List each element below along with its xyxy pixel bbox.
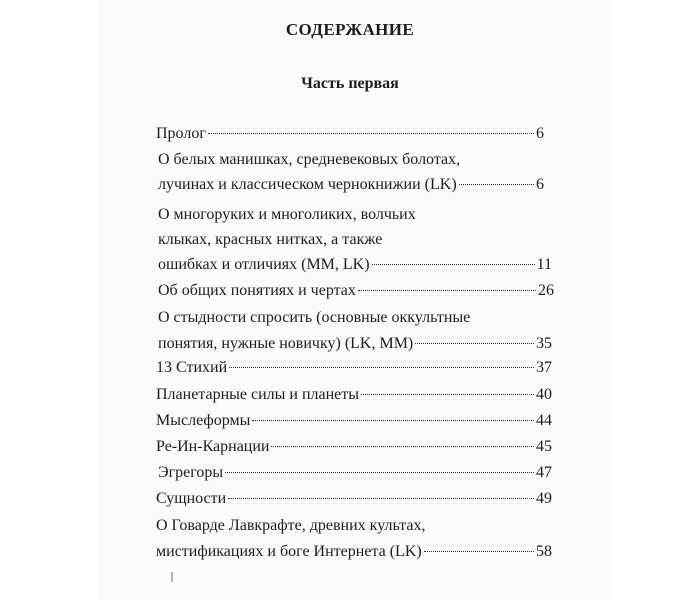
- toc-page-number: 11: [536, 256, 552, 273]
- toc-entry-line: О многоруких и многоликих, волчьих: [158, 206, 416, 223]
- toc-entry-line: клыках, красных нитках, а также: [158, 231, 383, 248]
- part-title: Часть первая: [301, 75, 399, 92]
- page-title: СОДЕРЖАНИЕ: [285, 20, 415, 39]
- toc-entry: [156, 383, 552, 407]
- toc-entry-title: Мыслеформы: [156, 412, 251, 429]
- dot-leader: [271, 446, 534, 447]
- toc-entry-last-line: [156, 540, 552, 564]
- page-mark: [171, 572, 173, 582]
- toc-entry: [158, 461, 552, 485]
- toc-entry-line: О белых манишках, средневековых болотах,: [158, 151, 461, 168]
- toc-entry: [156, 409, 552, 433]
- toc-entry-line: О стыдности спросить (основные оккультные: [158, 309, 471, 326]
- dot-leader: [415, 343, 534, 344]
- toc-entry-title: Планетарные силы и планеты: [156, 386, 360, 403]
- toc-entry-title: лучинах и классическом чернокнижии (LK): [158, 176, 457, 193]
- toc-entry-last-line: [158, 253, 552, 277]
- toc-page-number: 37: [536, 359, 552, 376]
- toc-entry-title: Эгрегоры: [158, 464, 224, 481]
- toc-entry: [156, 356, 552, 380]
- toc-entry-prologue: [156, 122, 544, 146]
- dot-leader: [372, 264, 535, 265]
- toc-entry-last-line: [158, 173, 544, 197]
- toc-entry-title: Ре-Ин-Карнации: [156, 438, 270, 455]
- dot-leader: [459, 184, 534, 185]
- toc-page-number: 58: [536, 543, 552, 560]
- toc-page-number: 49: [536, 490, 552, 507]
- dot-leader: [358, 290, 536, 291]
- toc-entry-title: Об общих понятиях и чертах: [158, 282, 356, 299]
- toc-entry-title: Пролог: [156, 125, 206, 142]
- toc-entry-line: О Говарде Лавкрафте, древних культах,: [156, 517, 426, 534]
- dot-leader: [208, 133, 534, 134]
- dot-leader: [229, 367, 534, 368]
- dot-leader: [225, 472, 534, 473]
- toc-page-number: 40: [536, 386, 552, 403]
- toc-page-number: 45: [536, 438, 552, 455]
- toc-entry: [158, 279, 554, 303]
- toc-entry-title: 13 Стихий: [156, 359, 228, 376]
- toc-entry-title: мистификациях и боге Интернета (LK): [156, 543, 422, 560]
- toc-entry-title: понятия, нужные новичку) (LK, MM): [158, 335, 414, 352]
- toc-entry-title: ошибках и отличиях (MM, LK): [158, 256, 370, 273]
- toc-page-number: 44: [536, 412, 552, 429]
- toc-entry: [156, 487, 552, 511]
- toc-page-number: 6: [536, 125, 544, 142]
- toc-page-number: 6: [536, 176, 544, 193]
- toc-entry: [156, 435, 552, 459]
- toc-page-number: 35: [536, 335, 552, 352]
- dot-leader: [228, 498, 534, 499]
- toc-page-number: 26: [538, 282, 554, 299]
- toc-page-number: 47: [536, 464, 552, 481]
- dot-leader: [424, 551, 534, 552]
- toc-entry-last-line: [158, 332, 552, 356]
- toc-entry-title: Сущности: [156, 490, 227, 507]
- dot-leader: [252, 420, 534, 421]
- dot-leader: [361, 394, 534, 395]
